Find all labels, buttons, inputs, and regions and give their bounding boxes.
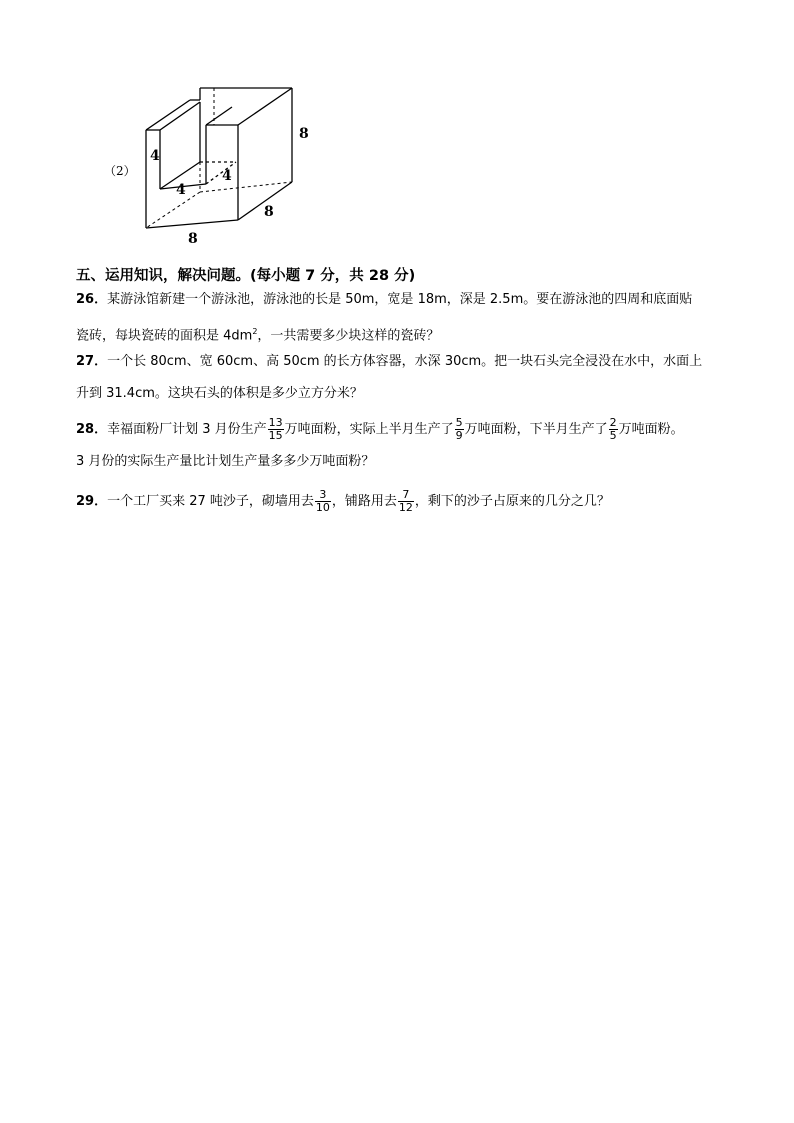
denominator: 10 [315,501,330,514]
superscript: 2 [252,327,258,336]
denominator: 12 [398,501,413,514]
problem-text: ，铺路用去 [331,494,397,509]
problem-number: 26． [76,292,108,307]
section-title: 五、运用知识，解决问题。(每小题 7 分，共 28 分) [76,268,416,284]
problem-number: 29． [76,494,108,509]
dim-inner-depth: 4 [222,168,232,184]
problem-text: 万吨面粉。 [618,422,684,437]
dim-bottom-width: 8 [188,231,198,247]
problem-text: 幸福面粉厂计划 3 月份生产 [107,422,267,437]
problem-text: 一个长 80cm、宽 60cm、高 50cm 的长方体容器，水深 30cm。把一块石头完全浸没在水中，水面上 [107,354,703,369]
dim-right-height: 8 [299,126,309,142]
problem-26 [76,284,742,352]
dim-left-height: 4 [150,148,160,164]
fraction [315,489,331,514]
dim-inner-width: 4 [176,182,186,198]
problem-text: ，剩下的沙子占原来的几分之几？ [414,494,610,509]
figure-label: （2） [104,164,136,178]
problem-28 [76,414,742,478]
fraction [455,417,464,442]
problem-27 [76,346,742,410]
problem-text: 万吨面粉，下半月生产了 [464,422,608,437]
denominator: 9 [455,429,463,442]
problem-text: 升到 31.4cm。这块石头的体积是多少立方分米？ [76,386,363,401]
numerator: 2 [609,416,617,429]
dim-depth: 8 [264,204,274,220]
numerator: 13 [268,416,283,429]
denominator: 5 [609,429,617,442]
problem-text: 一个工厂买来 27 吨沙子，砌墙用去 [107,494,314,509]
problem-text: 万吨面粉，实际上半月生产了 [284,422,454,437]
numerator: 3 [315,489,331,502]
fraction [268,417,284,442]
problem-number: 28． [76,422,108,437]
problem-text: 3 月份的实际生产量比计划生产量多多少万吨面粉？ [76,454,375,469]
problem-text: 瓷砖，每块瓷砖的面积是 4dm [76,328,253,344]
numerator: 5 [455,416,463,429]
fraction [398,489,414,514]
problem-number: 27． [76,354,108,369]
problem-text: ，一共需要多少块这样的瓷砖？ [257,328,440,344]
denominator: 15 [268,429,283,442]
problem-text: 某游泳馆新建一个游泳池，游泳池的长是 50m，宽是 18m，深是 2.5m。要在游泳池的四周和底面贴 [107,292,693,307]
numerator: 7 [398,489,414,502]
problem-29 [76,486,742,518]
fraction [609,417,618,442]
